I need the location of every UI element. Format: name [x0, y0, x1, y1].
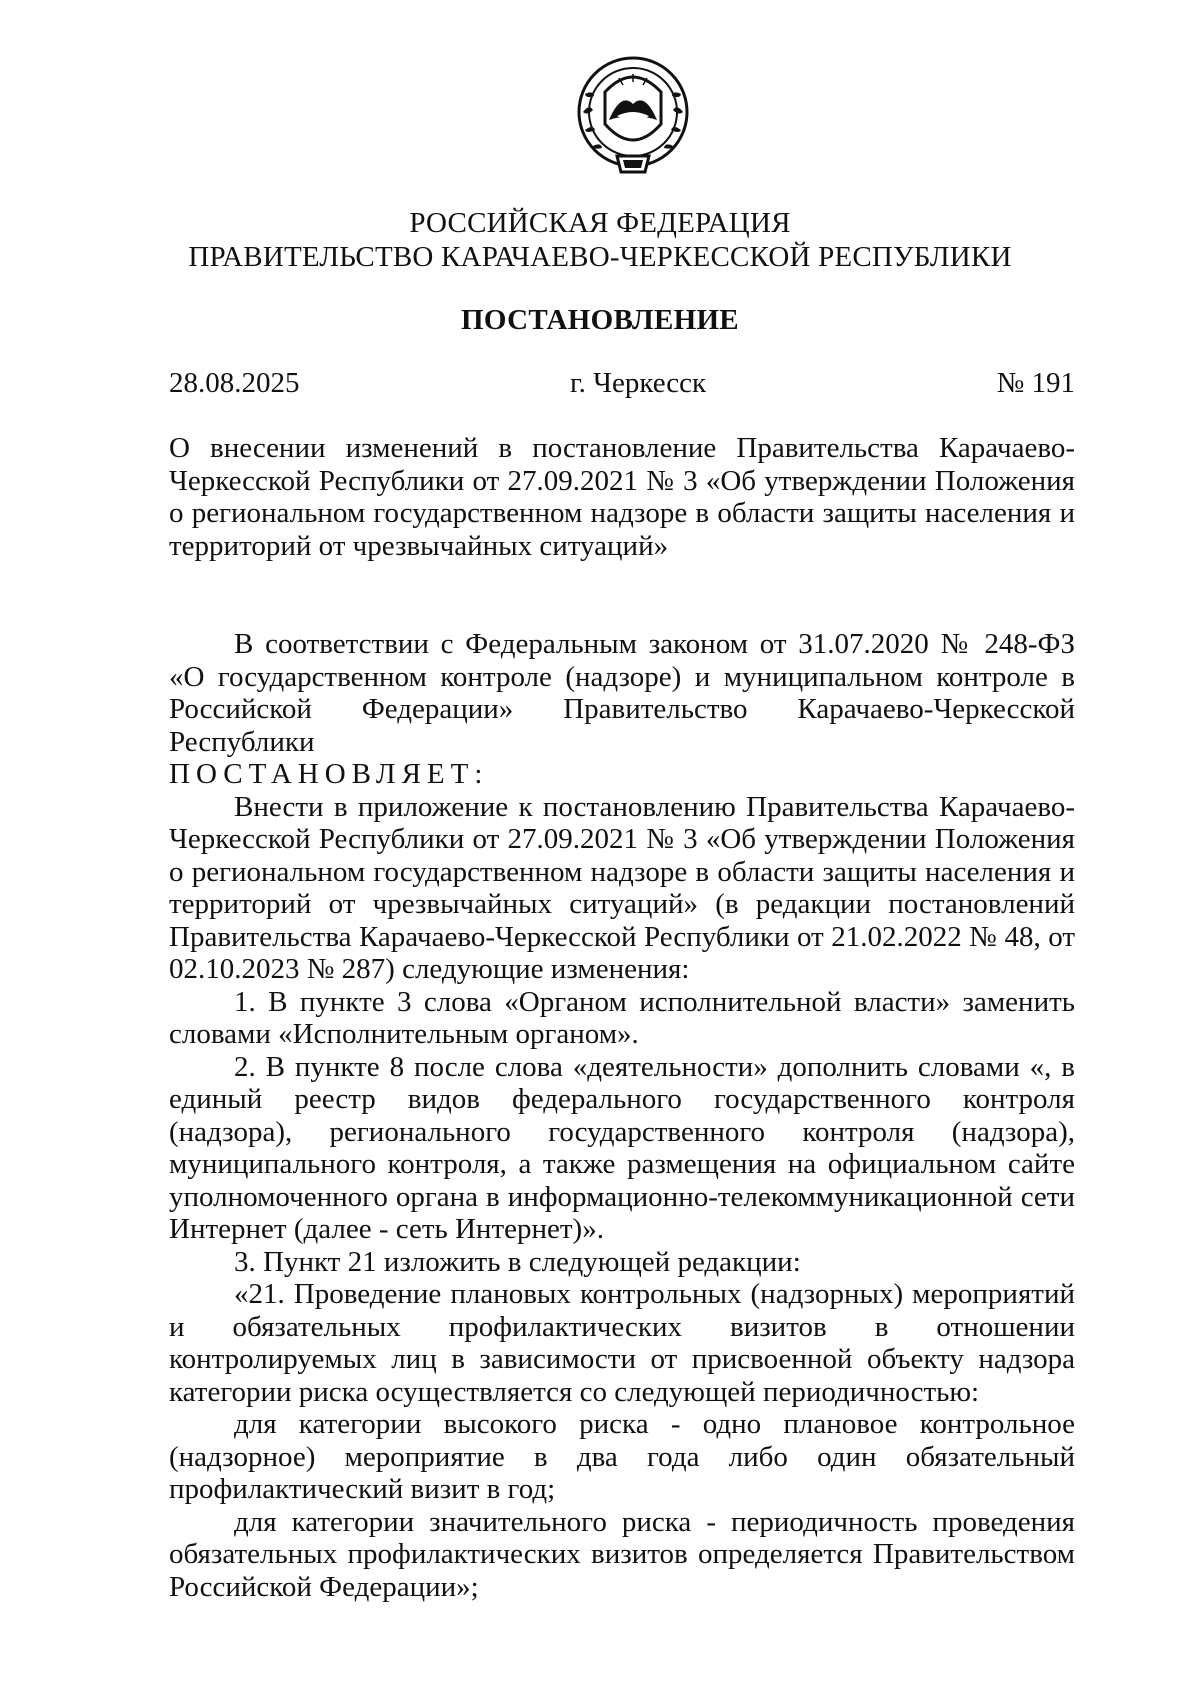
document-city: г. Черкесск	[570, 367, 707, 399]
item-2-paragraph: 2. В пункте 8 после слова «деятельности» дополнить словами «, в единый реестр видов федерального государственного контроля (надзора), регионального государственного контроля (надзора), муниципального контроля, а также размещения на официальном сайте уполномоченного органа в информационно-телекоммуникационной сети Интернет (далее - сеть Интернет)».	[169, 1050, 1075, 1245]
item-3-paragraph: 3. Пункт 21 изложить в следующей редакции:	[234, 1245, 801, 1278]
item-3-new-text-paragraph: «21. Проведение плановых контрольных (надзорных) мероприятий и обязательных профилактических визитов в отношении контролируемых лиц в зависимости от присвоенной объекту надзора категории риска осуществляется со следующей периодичностью:	[169, 1278, 1075, 1408]
government-header: ПРАВИТЕЛЬСТВО КАРАЧАЕВО-ЧЕРКЕССКОЙ РЕСПУБЛИКИ	[188, 241, 1012, 273]
document-number: № 191	[996, 367, 1075, 399]
title-text: О внесении изменений в постановление Правительства Карачаево-Черкесской Республики от 27.09.2021 № 3 «Об утверждении Положения о региональном государственном надзоре в области защиты населения и территорий от чрезвычайных ситуаций»	[169, 432, 1075, 562]
resolves-word: ПОСТАНОВЛЯЕТ:	[169, 758, 489, 790]
intro-paragraph: Внести в приложение к постановлению Правительства Карачаево-Черкесской Республики от 27.09.2021 № 3 «Об утверждении Положения о региональном государственном надзоре в области защиты населения и территорий от чрезвычайных ситуаций» (в редакции постановлений Правительства Карачаево-Черкесской Республики от 21.02.2022 № 48, от 02.10.2023 № 287) следующие изменения:	[169, 790, 1075, 985]
document-title	[169, 432, 1075, 562]
country-header: РОССИЙСКАЯ ФЕДЕРАЦИЯ	[409, 207, 791, 239]
high-risk-paragraph: для категории высокого риска - одно плановое контрольное (надзорное) мероприятие в два года либо один обязательный профилактический визит в год;	[169, 1408, 1075, 1505]
item-1-paragraph: 1. В пункте 3 слова «Органом исполнительной власти» заменить словами «Исполнительным органом».	[169, 985, 1075, 1050]
coat-of-arms-icon	[571, 52, 695, 180]
document-type: ПОСТАНОВЛЕНИЕ	[461, 304, 739, 336]
document-body	[169, 628, 1075, 1603]
significant-risk-paragraph: для категории значительного риска - периодичность проведения обязательных профилактических визитов определяется Правительством Российской Федерации»;	[169, 1505, 1075, 1603]
preamble-paragraph: В соответствии с Федеральным законом от 31.07.2020 № 248-ФЗ «О государственном контроле (надзоре) и муниципальном контроле в Российской Федерации» Правительство Карачаево-Черкесской Республики	[169, 628, 1075, 758]
document-date: 28.08.2025	[169, 367, 300, 399]
